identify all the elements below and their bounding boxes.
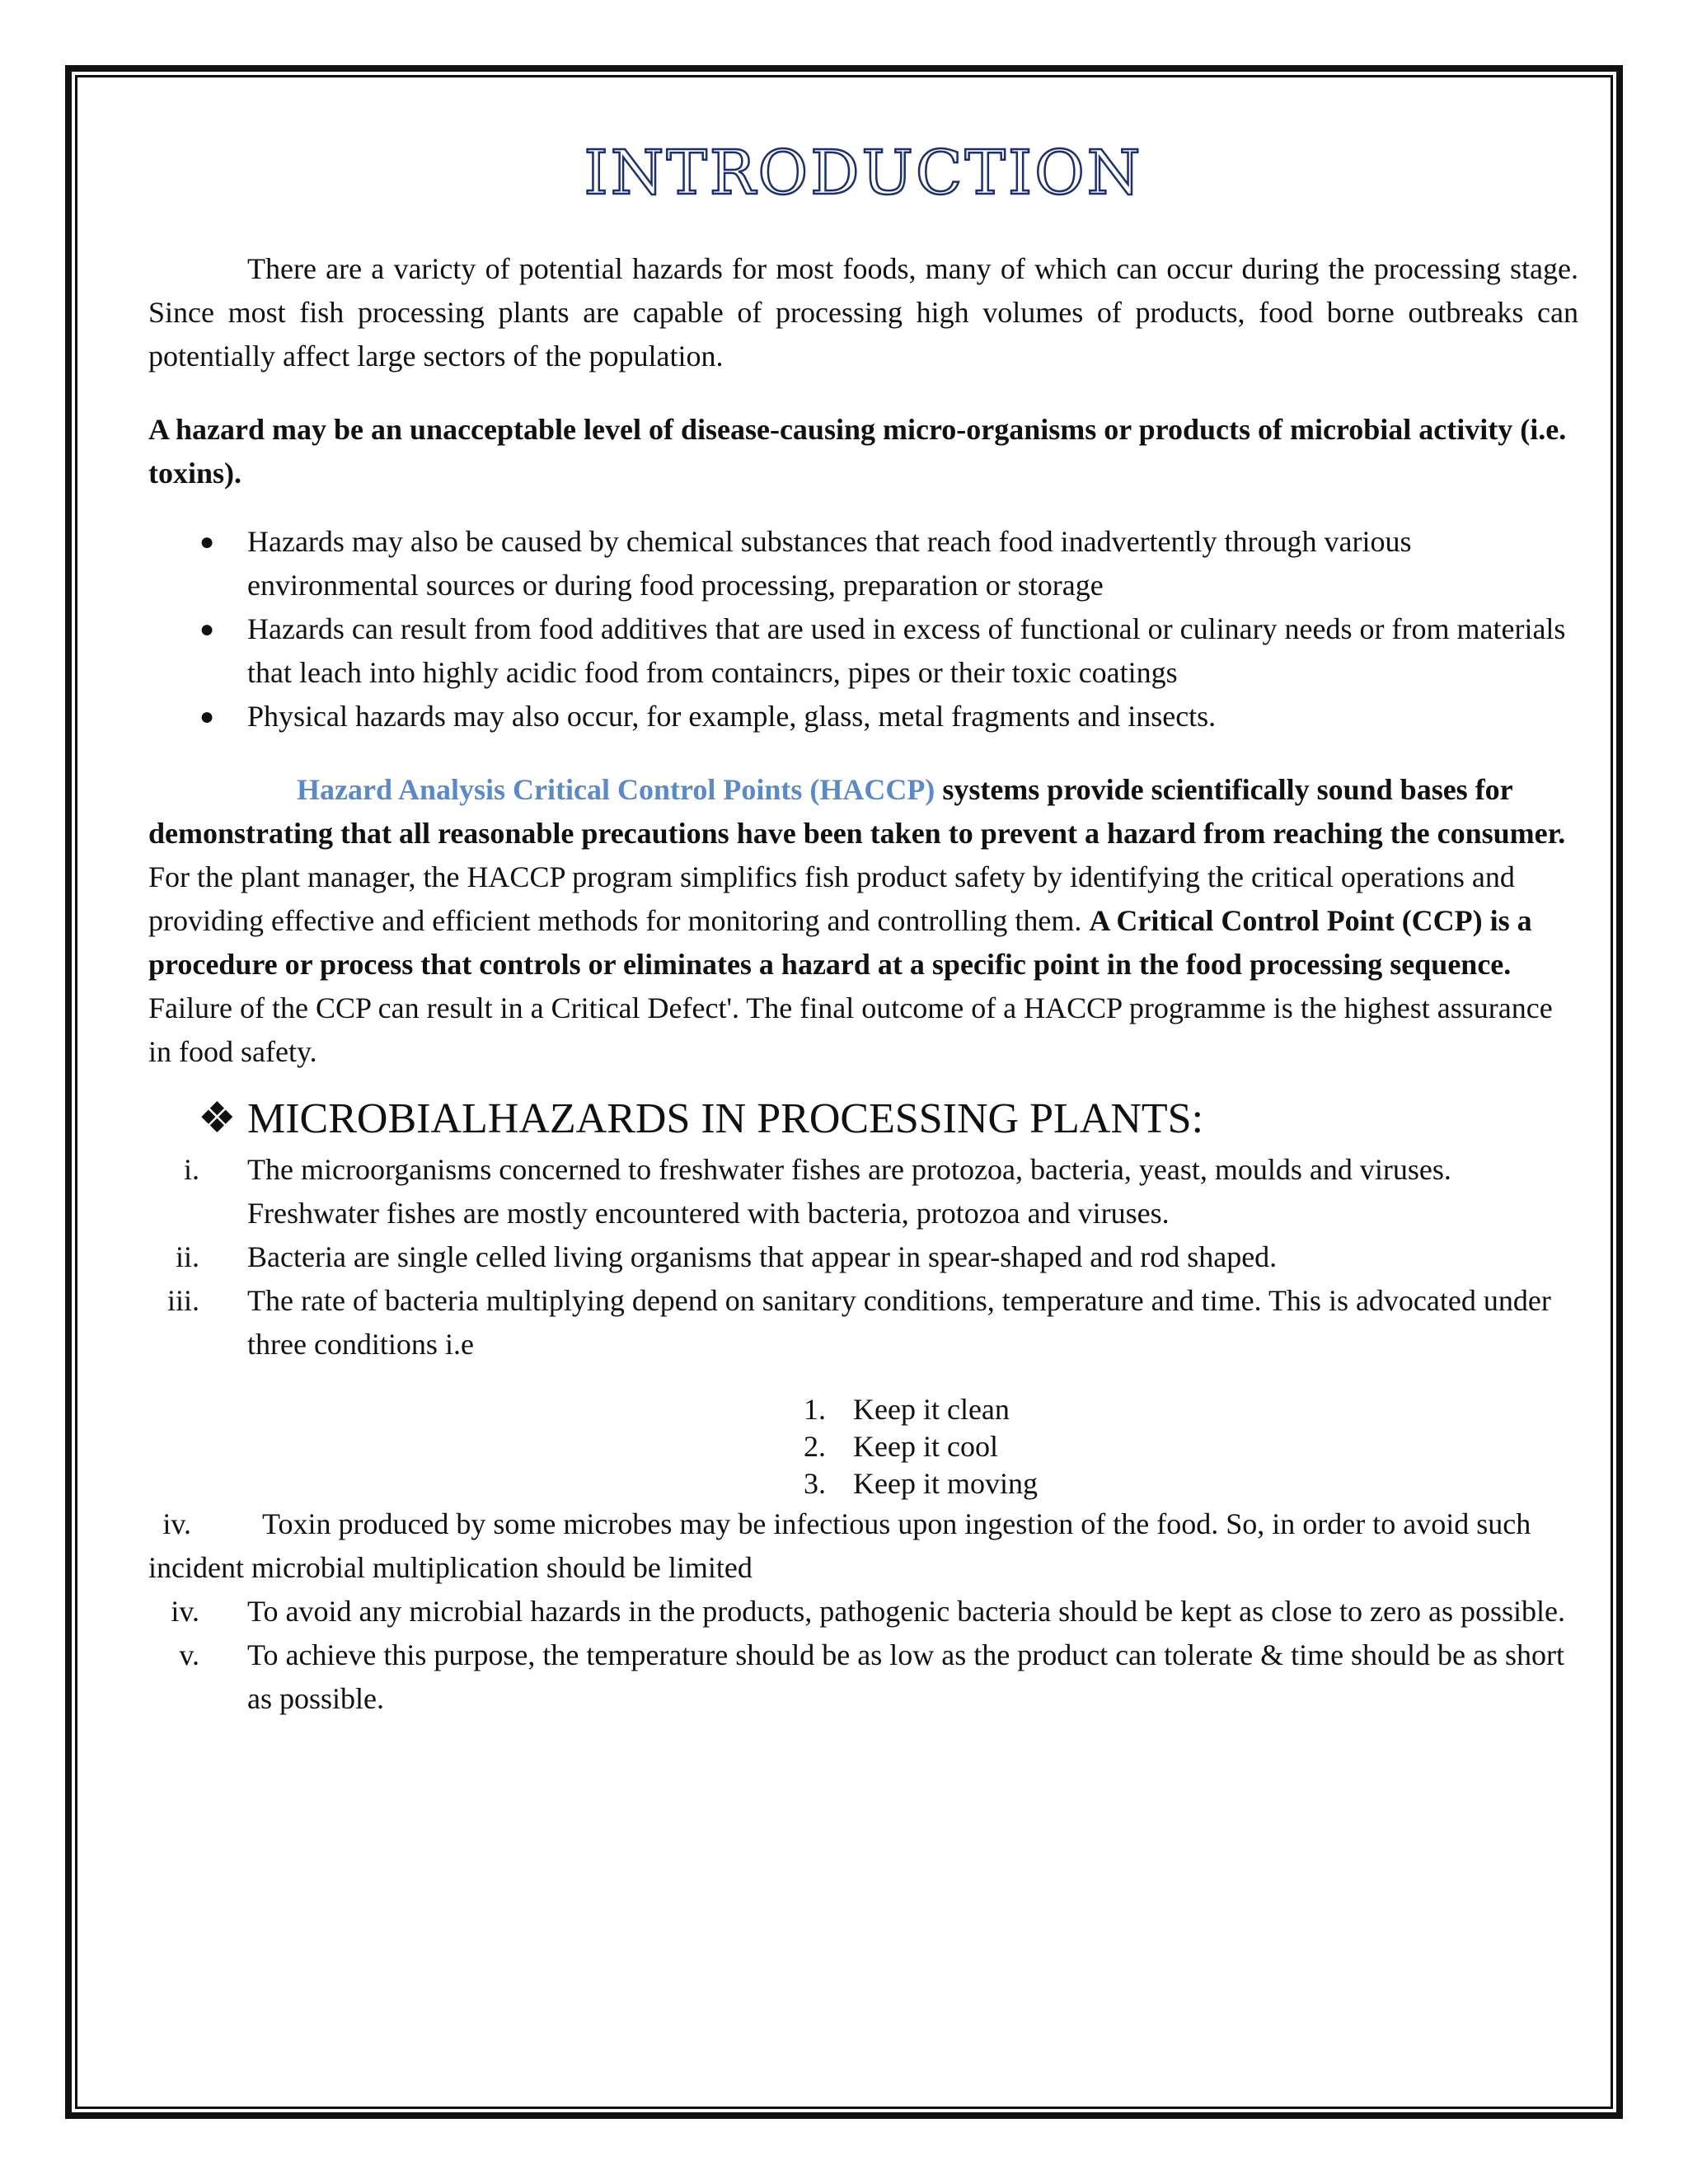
list-item: iv. To avoid any microbial hazards in the products, pathogenic bacteria should be kept as close to zero as possible. [171,1595,1565,1628]
list-item: ● Hazards may also be caused by chemical substances that reach food inadvertently through various environmental sources or during food processing, preparation or storage [148,520,1578,607]
list-item: 2. Keep it cool [804,1430,998,1463]
hazard-definition: A hazard may be an unacceptable level of disease-causing micro-organisms or products of microbial activity (i.e. toxins). [148,413,1567,490]
document-page [148,132,1578,1721]
list-item: 1. Keep it clean [804,1393,1010,1426]
list-item: ● Hazards can result from food additives that are used in excess of functional or culinary needs or from materials that leach into highly acidic food from containcrs, pipes or their toxic coatings [148,607,1578,695]
section-heading: ❖ MICROBIALHAZARDS IN PROCESSING PLANTS: [148,1090,1578,1148]
list-item: iii. The rate of bacteria multiplying depend on sanitary conditions, temperature and time. This is advocated under three conditions i.e [166,1284,1551,1361]
bullet-icon: ● [199,703,215,730]
haccp-term: Hazard Analysis Critical Control Points (HACCP) [297,773,935,806]
microbial-hazards-list [148,1148,1578,1366]
bullet-icon: ● [199,528,215,555]
intro-paragraph: There are a varicty of potential hazards for most foods, many of which can occur during the processing stage. Since most fish processing plants are capable of processing high volumes of products, food borne outbreaks can potentially affect large sectors of the population. [148,252,1578,373]
conditions-list [148,1391,1578,1502]
list-item: i. The microorganisms concerned to freshwater fishes are protozoa, bacteria, yeast, moulds and viruses. Freshwater fishes are mostly encountered with bacteria, protozoa and viruses. [183,1153,1451,1230]
list-item: v. To achieve this purpose, the temperature should be as low as the product can tolerate & time should be as short as possible. [179,1638,1565,1715]
list-item: ● Physical hazards may also occur, for example, glass, metal fragments and insects. [148,695,1578,738]
haccp-paragraph: Hazard Analysis Critical Control Points (HACCP) systems provide scientifically sound bases for demonstrating that all reasonable precautions have been taken to prevent a hazard from reaching the consumer. For the plant manager, the HACCP program simplifics fish product safety by identifying the critical operations and providing effective and efficient methods for monitoring and controlling them. A Critical Control Point (CCP) is a procedure or process that controls or eliminates a hazard at a specific point in the food processing sequence. Failure of the CCP can result in a Critical Defect'. The final outcome of a HACCP programme is the highest assurance in food safety. [148,773,1566,1068]
diamond-bullet-icon: ❖ [198,1095,237,1142]
bullet-icon: ● [199,616,215,643]
toxin-paragraph: iv. Toxin produced by some microbes may be infectious upon ingestion of the food. So, in order to avoid such incident microbial multiplication should be limited [148,1507,1531,1584]
list-item: 3. Keep it moving [804,1467,1038,1500]
hazard-bullet-list [148,520,1578,738]
list-item: ii. Bacteria are single celled living organisms that appear in spear-shaped and rod shaped. [175,1240,1278,1273]
page-title: INTRODUCTION [584,138,1143,209]
control-list [148,1590,1578,1721]
